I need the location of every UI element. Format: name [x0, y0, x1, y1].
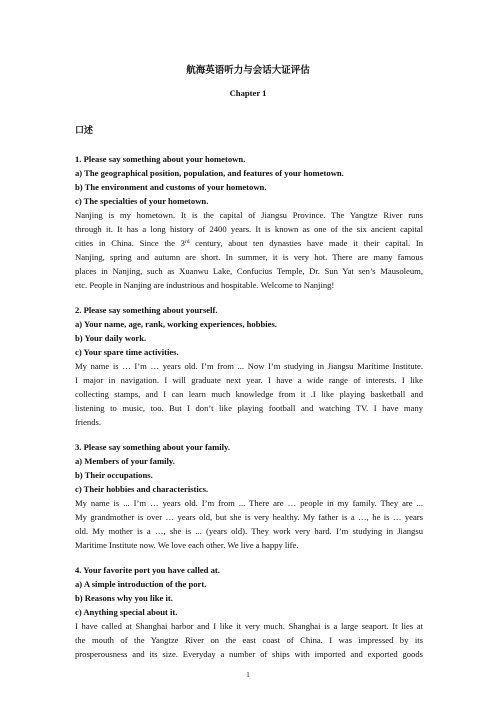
answer-3-line: old. My mother is a …, she is ... (years old). They work very hard. I’m studying in Jiangsu [75, 526, 423, 536]
answer-1-line: etc. People in Nanjing are industrious and hospitable. Welcome to Nanjing! [75, 280, 335, 290]
answer-1-line-part: cities in China. Since the 3 [75, 238, 185, 248]
chapter-label: Chapter 1 [229, 88, 267, 98]
question-3-title: 3. Please say something about your family. [75, 442, 231, 452]
ordinal-superscript: rd [184, 239, 190, 245]
question-3-prompt-c: c) Their hobbies and characteristics. [75, 484, 209, 494]
answer-1-line: through it. It has a long history of 2400 years. It is known as one of the six ancient capital [75, 224, 423, 234]
answer-3-line: My grandmother is over … years old, but she is very healthy. My father is a …, he is … years [75, 512, 423, 522]
section-heading: 口述 [75, 126, 94, 136]
question-4-title: 4. Your favorite port you have called at. [75, 565, 220, 575]
question-1-prompt-c: c) The specialties of your hometown. [75, 196, 209, 206]
answer-2-line: collecting stamps, and I can learn much knowledge from it .I like playing basketball and [75, 389, 423, 399]
question-4-prompt-a: a) A simple introduction of the port. [75, 579, 207, 589]
question-2-prompt-c: c) Your spare time activities. [75, 347, 179, 357]
answer-1-line-part: century, about ten dynasties have made it their capital. In [189, 238, 423, 248]
answer-2-line: I major in navigation. I will graduate next year. I have a wide range of interests. I like [75, 375, 423, 385]
question-2-title: 2. Please say something about yourself. [75, 305, 218, 315]
question-1-prompt-b: b) The environment and customs of your hometown. [75, 182, 267, 192]
answer-4-line: prosperousness and its size. Everyday a number of ships with imported and exported goods [75, 649, 423, 659]
document-title: 航海英语听力与会话大证评估 [186, 65, 310, 76]
question-3-prompt-a: a) Members of your family. [75, 456, 175, 466]
answer-2-line: listening to music, too. But I don’t like playing football and watching TV. I have many [75, 403, 423, 413]
answer-3-line: Maritime Institute now. We love each other. We live a happy life. [75, 540, 299, 550]
answer-4-line: I have called at Shanghai harbor and I like it very much. Shanghai is a large seaport. It lies at [75, 621, 423, 631]
answer-1-line: places in Nanjing, such as Xuanwu Lake, Confucius Temple, Dr. Sun Yat sen’s Mausoleum, [75, 266, 423, 276]
answer-3-line: My name is ... I’m … years old. I’m from ... There are … people in my family. They are ... [75, 498, 423, 508]
page-number: 1 [246, 671, 250, 679]
question-1-title: 1. Please say something about your hometown. [75, 154, 246, 164]
question-4-prompt-b: b) Reasons why you like it. [75, 593, 173, 603]
answer-1-line: Nanjing, spring and autumn are short. In summer, it is very hot. There are many famous [75, 252, 423, 262]
answer-4-line: the mouth of the Yangtze River on the east coast of China. I was impressed by its [75, 635, 423, 645]
question-2-prompt-b: b) Your daily work. [75, 333, 147, 343]
answer-1-line: Nanjing is my hometown. It is the capital of Jiangsu Province. The Yangtze River runs [75, 210, 423, 220]
question-3-prompt-b: b) Their occupations. [75, 470, 153, 480]
answer-2-line: My name is … I’m … years old. I’m from ... Now I’m studying in Jiangsu Maritime Institute. [75, 361, 423, 371]
question-1-prompt-a: a) The geographical position, population, and features of your hometown. [75, 168, 344, 178]
answer-1-line [75, 236, 423, 250]
answer-2-line: friends. [75, 417, 102, 427]
question-2-prompt-a: a) Your name, age, rank, working experiences, hobbies. [75, 319, 277, 329]
document-body [75, 152, 423, 661]
question-4-prompt-c: c) Anything special about it. [75, 607, 178, 617]
